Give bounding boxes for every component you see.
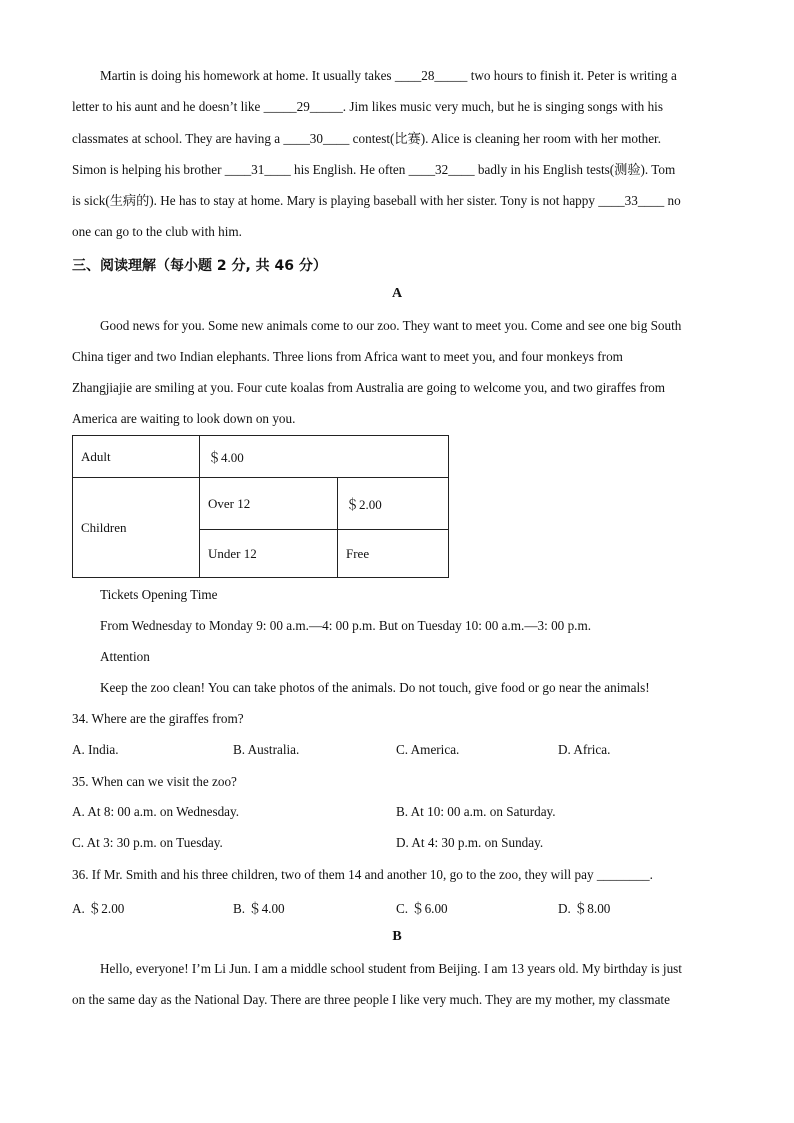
cloze-text: Martin is doing his homework at home. It usually takes: [100, 68, 395, 83]
cloze-text: letter to his aunt and he doesn’t like: [72, 99, 264, 114]
q34-option-b[interactable]: B. Australia.: [233, 742, 300, 757]
blank-33: ____33____: [598, 193, 665, 208]
cloze-line-4: [72, 161, 675, 179]
adult-label-cell: Adult: [73, 436, 200, 478]
over12-price-cell: ＄2.00: [338, 478, 449, 530]
q34-option-a[interactable]: A. India.: [72, 742, 119, 757]
passage-a-line-3: Zhangjiajie are smiling at you. Four cute koalas from Australia are going to welcome you, and two giraffes from: [72, 380, 666, 395]
passage-b-line-1: Hello, everyone! I’m Li Jun. I am a middle school student from Beijing. I am 13 years old. My birthday is just: [100, 961, 682, 976]
passage-a-label: A: [391, 286, 403, 301]
q36-option-d[interactable]: D. ＄8.00: [558, 901, 611, 916]
q35-option-d[interactable]: D. At 4: 30 p.m. on Sunday.: [396, 835, 544, 850]
cloze-line-6: one can go to the club with him.: [72, 224, 242, 239]
section-heading: 三、阅读理解（每小题 2 分, 共 46 分）: [72, 258, 327, 274]
q36-option-b[interactable]: B. ＄4.00: [233, 901, 285, 916]
question-36-stem: 36. If Mr. Smith and his three children, two of them 14 and another 10, go to the zoo, they will pay ________.: [72, 867, 653, 882]
q35-option-b[interactable]: B. At 10: 00 a.m. on Saturday.: [396, 804, 556, 819]
q35-option-a[interactable]: A. At 8: 00 a.m. on Wednesday.: [72, 804, 240, 819]
cloze-text: Simon is helping his brother: [72, 162, 225, 177]
adult-price-cell: ＄4.00: [200, 436, 449, 478]
cloze-text: is sick(生病的). He has to stay at home. Mary is playing baseball with her sister. Tony is not happy: [72, 193, 599, 208]
cloze-text: classmates at school. They are having a: [72, 131, 284, 146]
cloze-text: contest(比赛). Alice is cleaning her room with her mother.: [349, 131, 662, 146]
attention-title: Attention: [100, 649, 150, 664]
over12-label-cell: Over 12: [200, 478, 338, 530]
attention-text: Keep the zoo clean! You can take photos of the animals. Do not touch, give food or go near the animals!: [100, 680, 650, 695]
question-35-stem: 35. When can we visit the zoo?: [72, 774, 237, 789]
under12-price-cell: Free: [338, 530, 449, 578]
blank-31: ____31____: [224, 162, 291, 177]
cloze-text: no: [664, 193, 681, 208]
cloze-text: two hours to finish it. Peter is writing a: [467, 68, 677, 83]
cloze-line-2: [72, 98, 663, 116]
cloze-text: . Jim likes music very much, but he is singing songs with his: [342, 99, 663, 114]
q35-option-c[interactable]: C. At 3: 30 p.m. on Tuesday.: [72, 835, 223, 850]
blank-28: ____28_____: [394, 68, 468, 83]
q34-option-c[interactable]: C. America.: [396, 742, 460, 757]
ticket-price-table: [72, 435, 449, 578]
passage-b-line-2: on the same day as the National Day. There are three people I like very much. They are my mother, my classmate: [72, 992, 670, 1007]
cloze-text: his English. He often: [290, 162, 409, 177]
blank-32: ____32____: [408, 162, 475, 177]
opening-time-text: From Wednesday to Monday 9: 00 a.m.—4: 00 p.m. But on Tuesday 10: 00 a.m.—3: 00 p.m.: [100, 618, 592, 633]
q34-option-d[interactable]: D. Africa.: [558, 742, 611, 757]
question-34-stem: 34. Where are the giraffes from?: [72, 711, 244, 726]
passage-a-line-2: China tiger and two Indian elephants. Three lions from Africa want to meet you, and four monkeys from: [72, 349, 623, 364]
q36-option-a[interactable]: A. ＄2.00: [72, 901, 125, 916]
cloze-line-5: [72, 192, 681, 210]
cloze-line-3: [72, 130, 661, 148]
blank-29: _____29_____: [263, 99, 343, 114]
passage-b-label: B: [392, 929, 402, 944]
under12-label-cell: Under 12: [200, 530, 338, 578]
cloze-text: badly in his English tests(测验). Tom: [474, 162, 676, 177]
table-row: [73, 436, 449, 478]
table-row: [73, 478, 449, 530]
children-label-cell: Children: [73, 478, 200, 578]
passage-a-line-4: America are waiting to look down on you.: [72, 411, 296, 426]
passage-a-line-1: Good news for you. Some new animals come to our zoo. They want to meet you. Come and see one big South: [100, 318, 682, 333]
cloze-line-1: [100, 67, 677, 85]
q36-option-c[interactable]: C. ＄6.00: [396, 901, 448, 916]
blank-30: ____30____: [283, 131, 350, 146]
opening-time-title: Tickets Opening Time: [100, 587, 218, 602]
